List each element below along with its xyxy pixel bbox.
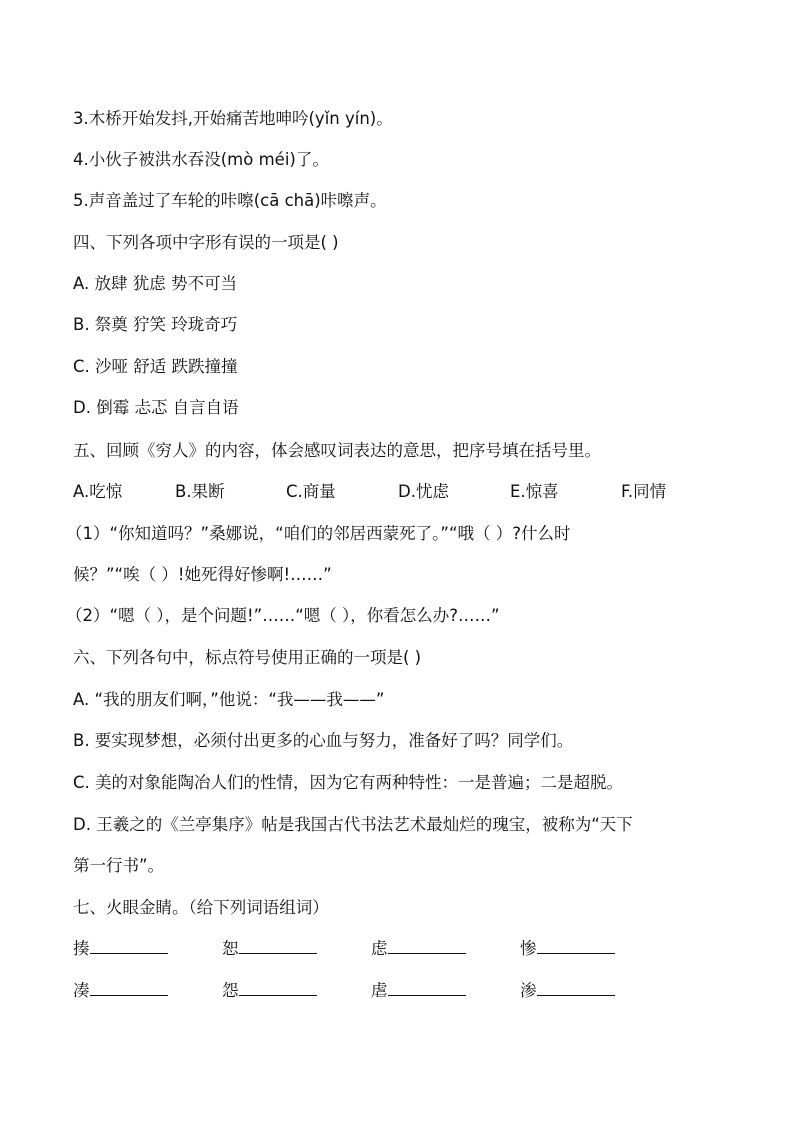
question-5-sentence-2: （2）“嗯（ ），是个问题!”……“嗯（ ），你看怎么办?……” <box>66 606 500 625</box>
word-blank[interactable]: 渗 <box>520 980 615 1002</box>
question-5-sentence-1b: 候？”“唉（ ）!她死得好惨啊!……” <box>73 565 332 584</box>
item-5: 5.声音盖过了车轮的咔嚓(cā chā)咔嚓声。 <box>73 191 387 210</box>
word-blank[interactable]: 凑 <box>73 980 168 1002</box>
word-blank[interactable]: 虐 <box>371 980 466 1002</box>
question-6-option-d-line2: 第一行书”。 <box>73 856 165 875</box>
question-5-sentence-1a: （1）“你知道吗？”桑娜说，“咱们的邻居西蒙死了。”“哦（ ）?什么时 <box>66 524 571 543</box>
word-blank[interactable]: 怨 <box>222 980 317 1002</box>
question-4-title: 四、下列各项中字形有误的一项是( ) <box>73 233 339 252</box>
item-3: 3.木桥开始发抖,开始痛苦地呻吟(yǐn yín)。 <box>73 109 393 128</box>
choice-d: D.忧虑 <box>398 482 449 501</box>
word-blank[interactable]: 揍 <box>73 938 168 960</box>
question-6-option-c: C. 美的对象能陶冶人们的性情，因为它有两种特性：一是普遍；二是超脱。 <box>73 773 624 792</box>
item-4: 4.小伙子被洪水吞没(mò méi)了。 <box>73 150 329 169</box>
question-5-title: 五、回顾《穷人》的内容，体会感叹词表达的意思，把序号填在括号里。 <box>73 441 601 460</box>
choice-e: E.惊喜 <box>510 482 559 501</box>
word-blank[interactable]: 恕 <box>222 938 317 960</box>
question-4-option-b: B. 祭奠 狞笑 玲珑奇巧 <box>73 315 238 334</box>
choice-f: F.同情 <box>621 482 667 501</box>
question-4-option-c: C. 沙哑 舒适 跌跌撞撞 <box>73 357 238 376</box>
question-6-option-d-line1: D. 王羲之的《兰亭集序》帖是我国古代书法艺术最灿烂的瑰宝，被称为“天下 <box>73 815 633 834</box>
question-7-title: 七、火眼金睛。（给下列词语组词） <box>73 898 329 917</box>
question-4-option-d: D. 倒霉 忐忑 自言自语 <box>73 398 239 417</box>
question-4-option-a: A. 放肆 犹虑 势不可当 <box>73 274 237 293</box>
choice-a: A.吃惊 <box>73 482 123 501</box>
word-blank[interactable]: 惨 <box>520 938 615 960</box>
word-blank[interactable]: 虑 <box>371 938 466 960</box>
question-6-title: 六、下列各句中，标点符号使用正确的一项是( ) <box>73 648 422 667</box>
choice-b: B.果断 <box>175 482 225 501</box>
question-6-option-b: B. 要实现梦想，必须付出更多的心血与努力，准备好了吗？同学们。 <box>73 731 574 750</box>
question-6-option-a: A. “我的朋友们啊，”他说：“我——我——” <box>73 690 385 709</box>
choice-c: C.商量 <box>286 482 336 501</box>
